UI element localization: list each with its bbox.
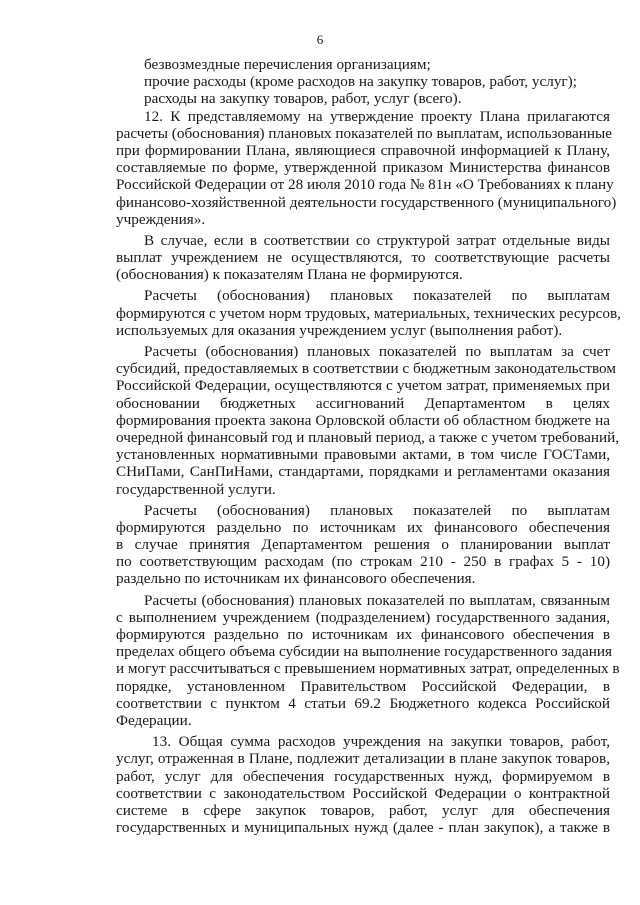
text-line: по соответствующим расходам (по строкам 210 - 250 в графах 5 - 10) — [116, 553, 610, 571]
text-line: Расчеты (обоснования) плановых показателей по выплатам — [144, 287, 610, 305]
text-line: Федерации. — [116, 711, 192, 729]
text-line: формирования проекта закона Орловской области об областном бюджете на — [116, 411, 610, 429]
text-line: услуг, отраженная в Плане, подлежит детализации в плане закупок товаров, — [116, 750, 610, 768]
text-line: соответствии с пунктом 4 статьи 69.2 Бюджетного кодекса Российской — [116, 694, 610, 712]
paragraph-item-12 — [116, 107, 617, 228]
text-line: установленных нормативными правовыми актами, в том числе ГОСТами, — [116, 446, 610, 464]
text-line: государственной услуги. — [116, 480, 276, 498]
paragraph-sources — [116, 502, 610, 588]
document-body — [116, 56, 621, 837]
text-line: с выполнением учреждением (подразделением) государственного задания, — [116, 608, 610, 626]
paragraph-subsidies — [116, 343, 620, 498]
text-line: и могут рассчитываться с превышением нормативных затрат, определенных в — [116, 660, 620, 678]
text-line: Российской Федерации, осуществляются с учетом затрат, применяемых при — [116, 377, 610, 395]
page-number: 6 — [316, 32, 324, 47]
text-line: порядке, установленном Правительством Российской Федерации, в — [116, 677, 610, 695]
text-line: субсидий, предоставляемых в соответствии с бюджетным законодательством — [116, 360, 616, 378]
text-line: выплат учреждением не осуществляются, то соответствующие расчеты — [116, 249, 610, 267]
text-line: 13. Общая сумма расходов учреждения на закупки товаров, работ, — [152, 733, 610, 751]
text-line: формируются раздельно по источникам их финансового обеспечения — [116, 518, 610, 536]
text-line: расчеты (обоснования) плановых показателей по выплатам, использованные — [116, 124, 612, 142]
text-line: очередной финансовый год и плановый период, а также с учетом требований, — [116, 428, 620, 446]
text-line: 12. К представляемому на утверждение проекту Плана прилагаются — [144, 107, 610, 125]
text-line: СНиПами, СанПиНами, стандартами, порядками и регламентами оказания — [116, 463, 610, 481]
text-line: В случае, если в соответствии со структурой затрат отдельные виды — [144, 231, 610, 249]
paragraph-structure — [116, 232, 610, 284]
text-line: учреждения». — [116, 210, 206, 228]
text-line: составляемые по форме, утвержденной приказом Министерства финансов — [116, 159, 610, 177]
text-line: Расчеты (обоснования) плановых показателей по выплатам, связанным — [144, 591, 610, 609]
text-line: системе в сфере закупок товаров, работ, услуг для обеспечения — [116, 801, 610, 819]
text-line: работ, услуг для обеспечения государственных нужд, формируемом в — [116, 767, 610, 785]
paragraph-state-task — [116, 591, 620, 730]
text-line: раздельно по источникам их финансового обеспечения. — [116, 570, 476, 588]
text-line: прочие расходы (кроме расходов на закупку товаров, работ, услуг); — [144, 73, 577, 91]
text-line: в случае принятия Департаментом решения о планировании выплат — [116, 536, 610, 554]
paragraph-item-13 — [116, 733, 610, 836]
text-line: расходы на закупку товаров, работ, услуг (всего). — [144, 90, 462, 108]
text-line: при формировании Плана, являющиеся справочной информацией к Плану, — [116, 141, 610, 159]
text-line: финансово-хозяйственной деятельности государственного (муниципального) — [116, 193, 617, 211]
text-line: Российской Федерации от 28 июля 2010 года № 81н «О Требованиях к плану — [116, 176, 614, 194]
text-line: формируются раздельно по источникам их финансового обеспечения в — [116, 626, 610, 643]
text-line: соответствии с законодательством Российской Федерации о контрактной — [116, 784, 610, 802]
text-line: (обоснования) к показателям Плана не формируются. — [116, 266, 463, 284]
paragraph-norms — [116, 287, 621, 339]
paragraph-list-tail — [116, 56, 610, 108]
text-line: пределах общего объема субсидии на выполнение государственного задания — [116, 643, 612, 661]
text-line: государственных и муниципальных нужд (далее - план закупок), а также в — [116, 819, 610, 837]
text-line: формируются с учетом норм трудовых, материальных, технических ресурсов, — [116, 304, 621, 322]
text-line: Расчеты (обоснования) плановых показателей по выплатам за счет — [144, 343, 610, 360]
text-line: Расчеты (обоснования) плановых показателей по выплатам — [144, 501, 610, 519]
text-line: безвозмездные перечисления организациям; — [144, 56, 431, 73]
text-line: используемых для оказания учреждением услуг (выполнения работ). — [116, 321, 563, 339]
text-line: обосновании бюджетных ассигнований Департаментом в целях — [116, 394, 610, 412]
